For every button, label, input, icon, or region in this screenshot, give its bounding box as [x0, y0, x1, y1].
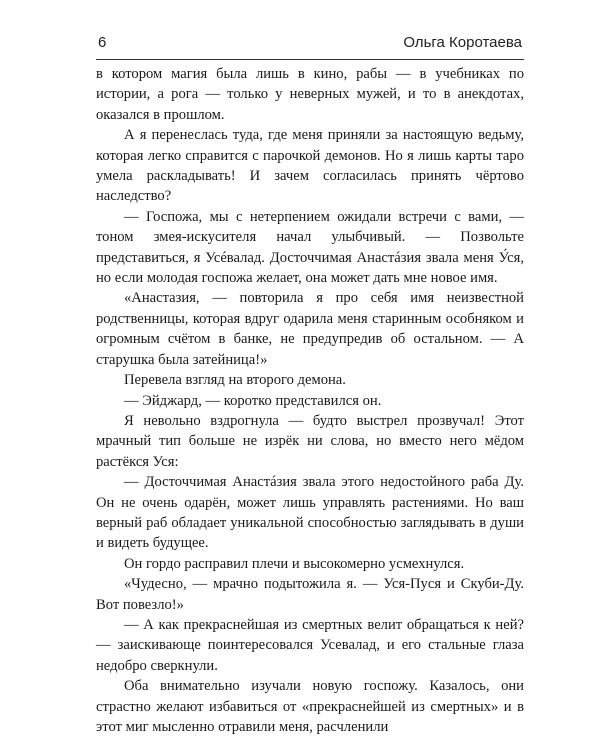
paragraph: Я невольно вздрогнула — будто выстрел прозвучал! Этот мрачный тип больше не изрёк ни слова, но вместо него мёдом растёкся Уся:	[96, 412, 524, 470]
paragraph: — Эйджард, — коротко представился он.	[124, 392, 382, 409]
page-header	[96, 32, 524, 54]
body-text	[96, 64, 524, 737]
paragraph: — А как прекраснейшая из смертных велит обращаться к ней? — заискивающе поинтересовался Усевалад, и его стальные глаза недобро сверкнули.	[96, 616, 524, 674]
paragraph: — Госпожа, мы с нетерпением ожидали встречи с вами, — тоном змея-искусителя начал улыбчивый. — Позвольте представиться, я Усéвалад. Досточчимая Анастáзия звала меня У́ся, но если молодая госпожа желает, она может дать мне новое имя.	[96, 208, 524, 287]
page-number: 6	[98, 34, 107, 51]
paragraph: в котором магия была лишь в кино, рабы — в учебниках по истории, а рога — только у неверных мужей, и то в анекдотах, оказался в прошлом.	[96, 66, 524, 123]
paragraph: Перевела взгляд на второго демона.	[124, 372, 346, 389]
paragraph: — Досточчимая Анастáзия звала этого недостойного раба Ду. Он не очень одарён, может лишь управлять растениями. Но ваш верный раб обладает уникальной способностью заглядывать в души и видеть будущее.	[96, 474, 524, 552]
paragraph: А я перенеслась туда, где меня приняли за настоящую ведьму, которая легко справится с парочкой демонов. Но я лишь карты таро умела раскладывать! И зачем согласилась принять чёртово наследство?	[96, 127, 524, 205]
paragraph: Он гордо расправил плечи и высокомерно усмехнулся.	[124, 555, 465, 572]
paragraph: «Чудесно, — мрачно подытожила я. — Уся-Пуся и Скуби-Ду. Вот повезло!»	[96, 576, 524, 613]
running-title: Ольга Коротаева	[403, 34, 522, 51]
paragraph: «Анастазия, — повторила я про себя имя неизвестной родственницы, которая вдруг одарила меня старинным особняком и огромным счётом в банке, не предупредив об остальном. — А старушка была затейница!»	[96, 290, 524, 368]
header-rule	[96, 59, 524, 60]
paragraph: Оба внимательно изучали новую госпожу. Казалось, они страстно желают избавиться от «прекраснейшей из смертных» и в этот миг мысленно отравили меня, расчленили	[96, 678, 524, 735]
